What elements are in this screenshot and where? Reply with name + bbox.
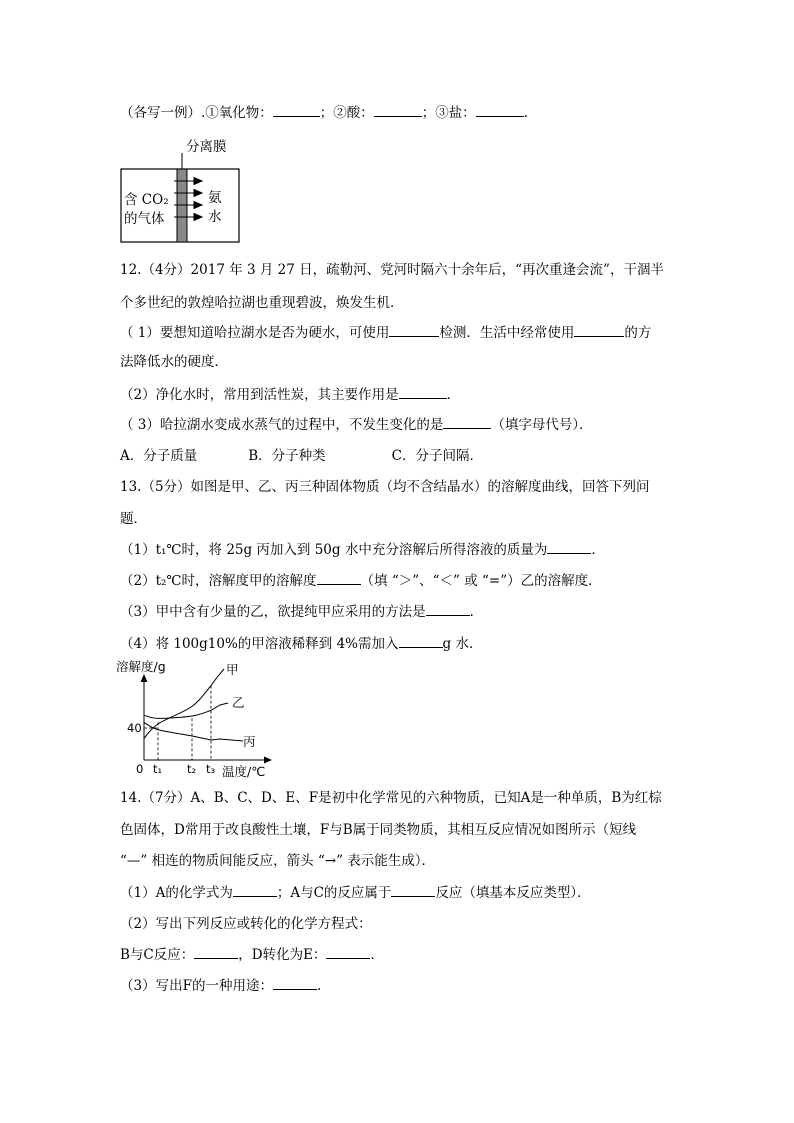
q13-p4-end: g 水．: [442, 636, 483, 652]
q14-line3: “—” 相连的物质间能反应，箭头 “→” 表示能生成）．: [120, 853, 436, 869]
answer-blank[interactable]: [443, 416, 491, 429]
series-line-乙: [144, 703, 228, 718]
y-axis-label: 溶解度/g: [116, 659, 166, 674]
chart-svg: [116, 660, 276, 782]
membrane-label: 分离膜: [186, 139, 227, 155]
q11-sep1: ；②酸：: [319, 105, 374, 121]
x-axis-label: 温度/℃: [222, 764, 266, 779]
answer-blank[interactable]: [273, 977, 317, 990]
q13-part3: [120, 603, 483, 621]
x-axis-arrow: [264, 757, 272, 764]
q14-p1-text: （1）A的化学式为: [120, 885, 233, 901]
answer-blank[interactable]: [476, 104, 524, 117]
answer-blank[interactable]: [233, 884, 277, 897]
q13-p3-text: （3）甲中含有少量的乙，欲提纯甲应采用的方法是: [120, 604, 426, 620]
q11-answer-line: [120, 104, 528, 122]
q12-p1-text3: 的方: [624, 325, 652, 341]
legend-label-丙: 丙: [243, 734, 256, 749]
q12-part1-line2: 法降低水的硬度．: [120, 354, 228, 370]
q14-part3: [120, 977, 321, 995]
x-tick-label-1: t₁: [153, 762, 163, 776]
q12-p2-end: ．: [446, 387, 461, 403]
q13-line1: 13.（5分）如图是甲、乙、丙三种固体物质（均不含结晶水）的溶解度曲线，回答下列问: [120, 479, 650, 495]
answer-blank[interactable]: [374, 104, 422, 117]
q13-p1-text: （1）t₁℃时，将 25g 丙加入到 50g 水中充分溶解后所得溶液的质量为: [120, 542, 548, 558]
ammonia-label-1: 氨: [208, 190, 222, 206]
answer-blank[interactable]: [194, 946, 238, 959]
answer-blank[interactable]: [547, 541, 591, 554]
q13-part4: [120, 635, 482, 653]
answer-blank[interactable]: [391, 884, 435, 897]
ammonia-label-2: 水: [208, 209, 222, 225]
answer-blank[interactable]: [317, 572, 361, 585]
q12-part2: [120, 386, 460, 404]
q13-p2-end: （填 “＞”、“＜” 或 “=”）乙的溶解度．: [360, 573, 602, 589]
q11-sep2: ；③盐：: [421, 105, 476, 121]
q11-prefix: （各写一例）.①氧化物：: [120, 105, 273, 121]
q13-p2-text: （2）t₂℃时，溶解度甲的溶解度: [120, 573, 317, 589]
option-a: A．分子质量: [120, 448, 198, 464]
q14-bc-text: B与C反应：: [120, 947, 195, 963]
q14-p3-text: （3）写出F的一种用途：: [120, 978, 273, 994]
q14-p3-end: .: [316, 978, 322, 994]
answer-blank[interactable]: [399, 386, 447, 399]
q11-end: .: [523, 105, 529, 121]
solubility-chart: [116, 660, 276, 782]
answer-blank[interactable]: [389, 324, 439, 337]
gas-label-line1: 含 CO₂: [124, 192, 169, 208]
q14-de-text: ，D转化为E：: [238, 947, 327, 963]
answer-blank[interactable]: [273, 104, 320, 117]
answer-blank[interactable]: [574, 324, 624, 337]
q12-p1-text2: 检测．生活中经常使用: [439, 325, 575, 341]
q14-part2: （2）写出下列反应或转化的化学方程式：: [120, 916, 372, 932]
option-b: B．分子种类: [248, 448, 326, 464]
q14-line1: 14.（7分）A、B、C、D、E、F是初中化学常见的六种物质，已知A是一种单质，B为红棕: [120, 790, 662, 806]
q12-line2: 个多世纪的敦煌哈拉湖也重现碧波，焕发生机．: [120, 295, 404, 311]
q12-p3-text: （ 3）哈拉湖水变成水蒸气的过程中，不发生变化的是: [120, 417, 444, 433]
origin-label: 0: [136, 762, 144, 776]
q14-p2-end: ．: [370, 947, 384, 963]
y-axis-arrow: [141, 674, 148, 682]
series-line-丙: [144, 722, 243, 741]
q12-part3: [120, 416, 593, 434]
q12-part1: [120, 324, 651, 342]
membrane-figure: [118, 133, 243, 245]
q12-p3-end: （填字母代号）．: [491, 417, 593, 433]
gas-label-line2: 的气体: [124, 211, 165, 227]
q13-line2: 题．: [120, 511, 147, 527]
q14-line2: 色固体，D常用于改良酸性土壤，F与B属于同类物质，其相互反应情况如图所示（短线: [120, 822, 637, 838]
q13-p3-end: ．: [469, 604, 484, 620]
x-tick-label-2: t₂: [187, 762, 197, 776]
legend-label-甲: 甲: [226, 662, 239, 677]
q13-part2: [120, 572, 602, 590]
option-c: C．分子间隔．: [391, 448, 484, 464]
q14-p1-text2: ；A与C的反应属于: [276, 885, 392, 901]
q13-p4-text: （4）将 100g10%的甲溶液稀释到 4%需加入: [120, 636, 399, 652]
answer-blank[interactable]: [426, 603, 470, 616]
q12-options: [120, 447, 483, 465]
answer-blank[interactable]: [399, 635, 443, 648]
q12-p2-text: （2）净化水时，常用到活性炭，其主要作用是: [120, 387, 399, 403]
y-tick-label-40: 40: [127, 721, 142, 735]
q13-p1-end: ．: [591, 542, 605, 558]
q12-p1-text: （ 1）要想知道哈拉湖水是否为硬水，可使用: [120, 325, 390, 341]
q14-p1-text3: 反应（填基本反应类型）．: [435, 885, 591, 901]
answer-blank[interactable]: [326, 946, 370, 959]
q12-line1: 12.（4分）2017 年 3 月 27 日，疏勒河、党河时隔六十余年后，“再次重逢会流”，干涸半: [120, 262, 664, 278]
q13-part1: [120, 541, 605, 559]
q14-part1: [120, 884, 591, 902]
legend-label-乙: 乙: [232, 695, 245, 710]
x-tick-label-3: t₃: [206, 762, 216, 776]
q14-part2-equations: [120, 946, 384, 964]
